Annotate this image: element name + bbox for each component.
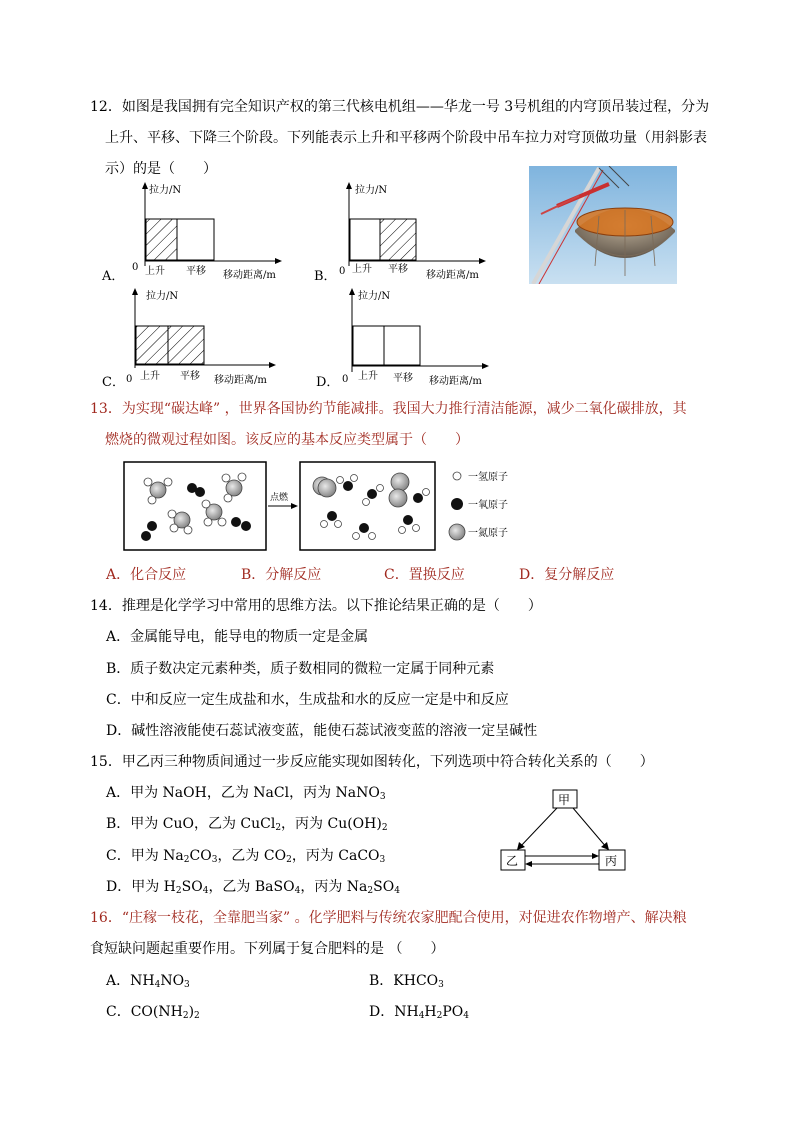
q12-a-xlabel: 移动距离/m	[223, 270, 276, 281]
legend-hydrogen	[453, 470, 508, 483]
q16-option-b: B．$KHCO_3$	[369, 973, 444, 990]
q12-a-ylabel: 拉力/N	[149, 185, 182, 196]
q13-stem-line1: 13．为实现“碳达峰” ，世界各国协约节能减排。我国大力推行清洁能源，减少二氧化碳排放，其	[90, 401, 687, 417]
q14-stem: 14．推理是化学学习中常用的思维方法。以下推论结果正确的是（ ）	[90, 598, 542, 614]
q12-a-plain-shift	[177, 219, 214, 260]
q15-option-d: D．甲为 $H_2SO_4$，乙为 BaSO$_4$，丙为 $Na_2SO_4$	[106, 879, 400, 896]
q12-b-stage1: 上升	[352, 264, 372, 275]
q16-stem-line1: 16．“庄稼一枝花，全靠肥当家” 。化学肥料与传统农家肥配合使用，对促进农作物增产、解决粮	[90, 910, 687, 926]
arrow-jia-yi	[519, 808, 557, 848]
q16-option-a: A．$NH_4NO_3$	[106, 973, 190, 990]
node-bing-label: 丙	[605, 854, 618, 868]
legend-hydrogen-label: 一氢原子	[468, 472, 508, 483]
q12-b-origin: 0	[339, 266, 346, 277]
q15-option-b: B．甲为 CuO，乙为 CuCl$_2$，丙为 $Cu(OH)_2$	[106, 816, 388, 833]
q15-transform-diagram	[495, 786, 635, 876]
q16-option-d: D．$NH_4H_2PO_4$	[369, 1004, 470, 1021]
q12-c-origin: 0	[126, 374, 133, 385]
q12-d-stage2: 平移	[393, 373, 413, 384]
q12-c-hatched-rise	[136, 326, 168, 364]
q12-graph-a	[100, 178, 300, 288]
q14-option-c: C．中和反应一定生成盐和水，生成盐和水的反应一定是中和反应	[106, 692, 509, 708]
q12-b-xlabel: 移动距离/m	[426, 270, 479, 281]
q12-graph-b	[312, 178, 512, 288]
q12-b-hatched-shift	[380, 219, 416, 260]
q12-stem-line2: 上升、平移、下降三个阶段。下列能表示上升和平移两个阶段中吊车拉力对穹顶做功量（用斜影表	[105, 130, 707, 146]
q12-d-label: D．	[316, 375, 340, 390]
q12-a-hatched-rise	[146, 219, 177, 260]
q13-stem-line2: 燃烧的微观过程如图。该反应的基本反应类型属于（ ）	[105, 432, 469, 448]
legend-oxygen	[451, 498, 508, 511]
q14-option-d: D．碱性溶液能使石蕊试液变蓝，能使石蕊试液变蓝的溶液一定呈碱性	[106, 723, 538, 739]
q12-b-ylabel: 拉力/N	[355, 185, 388, 196]
q12-c-hatched-shift	[168, 326, 204, 364]
legend-nitrogen-label: 一氮原子	[468, 528, 508, 539]
q15-option-c: C．甲为 $Na_2CO_3$，乙为 $CO_2$，丙为 CaCO$_3$	[106, 848, 386, 865]
q12-d-origin: 0	[342, 374, 349, 385]
q14-option-a: A．金属能导电，能导电的物质一定是金属	[106, 629, 369, 645]
q13-option-c: C．置换反应	[384, 567, 465, 583]
q15-stem: 15．甲乙丙三种物质间通过一步反应能实现如图转化，下列选项中符合转化关系的（ ）	[90, 754, 654, 770]
q13-reaction-diagram	[122, 460, 562, 554]
q12-b-label: B．	[314, 269, 337, 284]
q12-a-label: A．	[102, 269, 125, 284]
q12-d-stage1: 上升	[358, 371, 378, 382]
q12-graph-d	[312, 284, 512, 394]
q12-c-stage1: 上升	[140, 371, 160, 382]
q13-option-a: A．化合反应	[106, 567, 187, 583]
q12-a-origin: 0	[132, 262, 139, 273]
q12-c-ylabel: 拉力/N	[146, 291, 179, 302]
q12-c-label: C．	[102, 375, 125, 390]
crane-dome-photo	[529, 166, 677, 284]
arrow-jia-bing	[573, 808, 607, 848]
q13-option-d: D．复分解反应	[519, 567, 615, 583]
q12-b-plain-rise	[350, 219, 380, 260]
q12-c-xlabel: 移动距离/m	[214, 375, 267, 386]
q12-c-stage2: 平移	[180, 371, 200, 382]
legend-nitrogen	[449, 524, 508, 540]
products-box	[300, 462, 435, 550]
q14-option-b: B．质子数决定元素种类，质子数相同的微粒一定属于同种元素	[106, 661, 495, 677]
q12-d-ylabel: 拉力/N	[358, 291, 391, 302]
node-jia-label: 甲	[558, 793, 571, 807]
q12-a-stage2: 平移	[186, 266, 206, 277]
q12-stem-line1: 12．如图是我国拥有完全知识产权的第三代核电机组——华龙一号 3号机组的内穹顶吊装过程，分为	[90, 99, 710, 115]
q12-d-xlabel: 移动距离/m	[429, 376, 482, 387]
q16-option-c: C．$CO(NH_2)_2$	[106, 1004, 200, 1021]
node-yi-label: 乙	[506, 854, 519, 868]
q12-a-stage1: 上升	[145, 266, 165, 277]
q15-option-a: A．甲为 NaOH，乙为 NaCl，丙为 NaNO$_3$	[106, 785, 386, 802]
reaction-condition: 点燃	[270, 493, 289, 503]
q12-stem-line3: 示）的是（ ）	[105, 161, 217, 177]
q12-b-stage2: 平移	[388, 264, 408, 275]
q13-option-b: B．分解反应	[241, 567, 322, 583]
q12-d-plain-rise	[353, 326, 384, 365]
q16-stem-line2: 食短缺问题起重要作用。下列属于复合肥料的是 （ ）	[90, 941, 445, 957]
q12-graph-c	[100, 284, 300, 394]
legend-oxygen-label: 一氧原子	[468, 500, 508, 511]
q12-d-plain-shift	[384, 326, 420, 365]
